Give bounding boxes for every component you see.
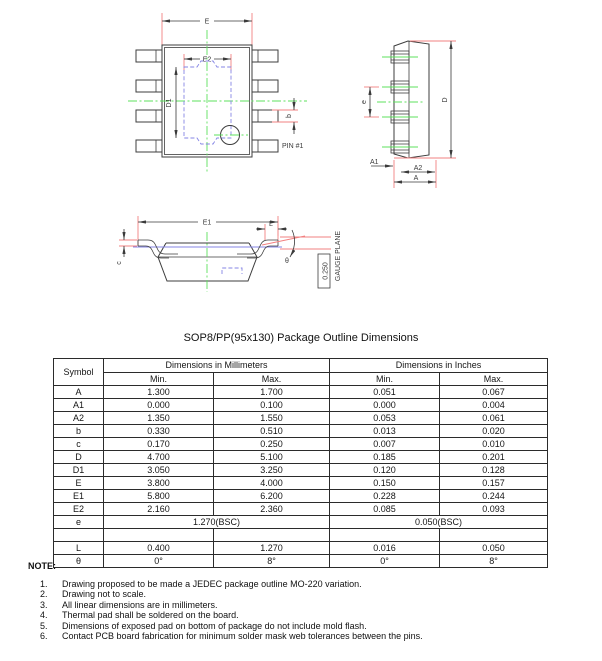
table-row	[54, 451, 548, 464]
cell-symbol: A1	[54, 399, 104, 412]
dim-label-D: D	[442, 97, 449, 103]
note-number: 3.	[40, 599, 48, 610]
cell-in-bsc: 0.050(BSC)	[330, 516, 548, 529]
cell-mm-max: 2.360	[214, 503, 330, 516]
cell-in-min: 0.085	[330, 503, 440, 516]
cell-mm-max: 0.100	[214, 399, 330, 412]
dimensions-table-wrap	[53, 358, 548, 568]
table-row-empty	[54, 529, 548, 542]
table-header-row	[54, 359, 548, 373]
header-mm: Dimensions in Millimeters	[104, 359, 330, 373]
note-number: 2.	[40, 589, 48, 600]
note-item	[28, 610, 588, 620]
cell-empty	[104, 529, 214, 542]
cell-mm-max: 3.250	[214, 464, 330, 477]
cell-in-min: 0.013	[330, 425, 440, 438]
front-view	[116, 216, 342, 292]
dim-label-A: A	[413, 175, 419, 182]
note-item	[28, 631, 588, 641]
cell-in-min: 0.053	[330, 412, 440, 425]
cell-mm-bsc: 1.270(BSC)	[104, 516, 330, 529]
cell-mm-max: 6.200	[214, 490, 330, 503]
cell-in-min: 0°	[330, 555, 440, 568]
cell-mm-min: 0.000	[104, 399, 214, 412]
note-text: Drawing proposed to be made a JEDEC package outline MO-220 variation.	[62, 579, 362, 589]
note-number: 4.	[40, 610, 48, 621]
notes-heading: NOTE:	[28, 561, 56, 571]
dim-label-E2: E2	[202, 56, 212, 64]
cell-mm-min: 1.300	[104, 386, 214, 399]
cell-in-max: 0.157	[440, 477, 548, 490]
cell-in-min: 0.051	[330, 386, 440, 399]
note-item	[28, 600, 588, 610]
header-inches: Dimensions in Inches	[330, 359, 548, 373]
header-mm-max: Max.	[214, 373, 330, 386]
table-row	[54, 542, 548, 555]
table-row	[54, 399, 548, 412]
dim-label-L: L	[269, 221, 273, 228]
cell-symbol: θ	[54, 555, 104, 568]
note-number: 6.	[40, 631, 48, 642]
cell-mm-min: 0°	[104, 555, 214, 568]
table-row	[54, 477, 548, 490]
cell-symbol: e	[54, 516, 104, 529]
note-text: Drawing not to scale.	[62, 589, 147, 600]
header-in-min: Min.	[330, 373, 440, 386]
cell-mm-min: 5.800	[104, 490, 214, 503]
cell-mm-max: 1.700	[214, 386, 330, 399]
cell-mm-max: 5.100	[214, 451, 330, 464]
cell-mm-max: 4.000	[214, 477, 330, 490]
dim-label-A1: A1	[370, 159, 379, 166]
pin1-label: PIN #1	[282, 143, 304, 150]
cell-in-max: 0.201	[440, 451, 548, 464]
cell-symbol: L	[54, 542, 104, 555]
cell-mm-max: 1.550	[214, 412, 330, 425]
cell-in-min: 0.185	[330, 451, 440, 464]
cell-mm-max: 1.270	[214, 542, 330, 555]
cell-symbol: D1	[54, 464, 104, 477]
cell-in-max: 0.244	[440, 490, 548, 503]
cell-in-max: 0.061	[440, 412, 548, 425]
cell-in-max: 0.020	[440, 425, 548, 438]
dim-label-b: b	[286, 114, 293, 118]
cell-in-max: 0.010	[440, 438, 548, 451]
dim-label-c: c	[116, 261, 123, 265]
cell-mm-max: 0.250	[214, 438, 330, 451]
cell-empty	[54, 529, 104, 542]
cell-symbol: D	[54, 451, 104, 464]
cell-mm-min: 0.400	[104, 542, 214, 555]
note-text: Thermal pad shall be soldered on the board.	[62, 610, 239, 621]
header-in-max: Max.	[440, 373, 548, 386]
cell-symbol: c	[54, 438, 104, 451]
note-item	[28, 579, 588, 589]
header-mm-min: Min.	[104, 373, 214, 386]
cell-in-max: 8°	[440, 555, 548, 568]
cell-symbol: b	[54, 425, 104, 438]
dim-label-theta: θ	[285, 258, 289, 265]
cell-mm-min: 2.160	[104, 503, 214, 516]
package-outline-drawing	[0, 0, 602, 330]
cell-symbol: E	[54, 477, 104, 490]
cell-mm-min: 0.330	[104, 425, 214, 438]
top-view	[128, 13, 307, 172]
table-subheader-row	[54, 373, 548, 386]
table-row	[54, 438, 548, 451]
cell-mm-max: 0.510	[214, 425, 330, 438]
note-text: Contact PCB board fabrication for minimum solder mask web tolerances between the pins.	[62, 631, 423, 642]
cell-in-min: 0.228	[330, 490, 440, 503]
dim-label-A2: A2	[413, 165, 423, 172]
note-number: 5.	[40, 620, 48, 631]
cell-empty	[440, 529, 548, 542]
gauge-value-label: 0.250	[322, 262, 330, 280]
dimensions-table	[53, 358, 548, 568]
cell-mm-max: 8°	[214, 555, 330, 568]
note-text: All linear dimensions are in millimeters.	[62, 599, 218, 610]
cell-in-max: 0.093	[440, 503, 548, 516]
cell-in-max: 0.050	[440, 542, 548, 555]
cell-in-min: 0.120	[330, 464, 440, 477]
dim-label-E: E	[204, 18, 210, 26]
exposed-pad-outline	[184, 61, 231, 144]
cell-mm-min: 1.350	[104, 412, 214, 425]
table-row	[54, 425, 548, 438]
note-item	[28, 589, 588, 599]
cell-mm-min: 4.700	[104, 451, 214, 464]
table-row	[54, 386, 548, 399]
table-row	[54, 490, 548, 503]
cell-mm-min: 3.800	[104, 477, 214, 490]
dim-label-D1: D1	[166, 98, 173, 108]
cell-empty	[330, 529, 440, 542]
cell-symbol: A2	[54, 412, 104, 425]
note-number: 1.	[40, 579, 48, 589]
notes-section	[28, 561, 588, 641]
cell-in-min: 0.016	[330, 542, 440, 555]
cell-empty	[214, 529, 330, 542]
gauge-plane-label: GAUGE PLANE	[335, 230, 342, 282]
note-text: Dimensions of exposed pad on bottom of package do not include mold flash.	[62, 620, 367, 631]
dim-label-e: e	[361, 100, 368, 104]
cell-in-max: 0.004	[440, 399, 548, 412]
cell-symbol: A	[54, 386, 104, 399]
cell-in-max: 0.067	[440, 386, 548, 399]
cell-in-min: 0.000	[330, 399, 440, 412]
cell-mm-min: 0.170	[104, 438, 214, 451]
cell-mm-min: 3.050	[104, 464, 214, 477]
side-view	[361, 41, 456, 188]
cell-symbol: E2	[54, 503, 104, 516]
cell-in-min: 0.150	[330, 477, 440, 490]
note-item	[28, 621, 588, 631]
dim-label-E1: E1	[202, 219, 212, 227]
cell-in-max: 0.128	[440, 464, 548, 477]
table-row-bsc	[54, 516, 548, 529]
table-row	[54, 503, 548, 516]
table-row	[54, 464, 548, 477]
table-row	[54, 412, 548, 425]
page-title: SOP8/PP(95x130) Package Outline Dimensions	[183, 332, 419, 344]
header-symbol: Symbol	[54, 359, 104, 386]
cell-in-min: 0.007	[330, 438, 440, 451]
cell-symbol: E1	[54, 490, 104, 503]
